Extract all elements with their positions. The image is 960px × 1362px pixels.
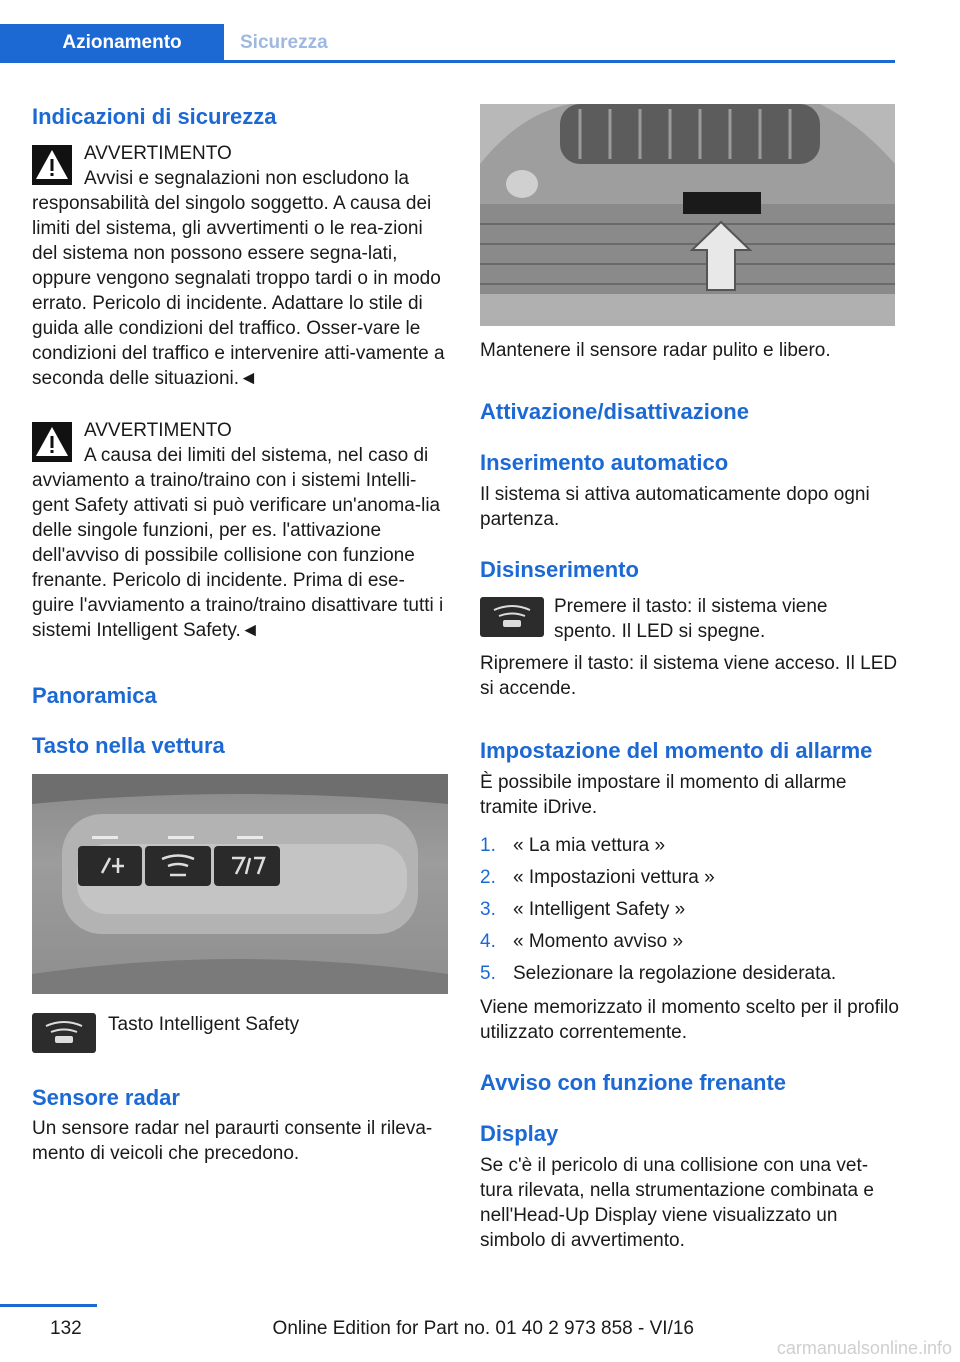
list-item: 2. « Impostazioni vettura » xyxy=(480,867,715,888)
subsection-title-button: Tasto nella vettura xyxy=(32,733,225,758)
tab-azionamento[interactable]: Azionamento xyxy=(0,24,224,62)
intelligent-safety-button-icon xyxy=(480,597,544,637)
warning-block-1 xyxy=(32,141,447,391)
warning-triangle-icon xyxy=(32,422,72,462)
photo-console-buttons xyxy=(32,774,448,994)
list-item: 5. Selezionare la regolazione desiderata. xyxy=(480,963,837,984)
auto-text: Il sistema si attiva automaticamente dopo ogni partenza. xyxy=(480,484,870,530)
list-item: 1. « La mia vettura » xyxy=(480,835,666,856)
steps-list xyxy=(480,832,900,992)
button-caption: Tasto Intelligent Safety xyxy=(108,1014,300,1035)
intelligent-safety-button-icon xyxy=(32,1013,96,1053)
list-item: 4. « Momento avviso » xyxy=(480,931,684,952)
header-tabbar xyxy=(0,0,960,62)
edition-text: Online Edition for Part no. 01 40 2 973 858 - VI/16 xyxy=(272,1318,694,1339)
warning-block-2 xyxy=(32,418,447,643)
on-text: Ripremere il tasto: il sistema viene acceso. Il LED si accende. xyxy=(480,653,898,699)
section-title-overview: Panoramica xyxy=(32,683,157,708)
subsection-title-display: Display xyxy=(480,1121,559,1146)
page-number: 132 xyxy=(50,1318,82,1339)
radar-caption: Mantenere il sensore radar pulito e libero. xyxy=(480,340,831,361)
subsection-title-timing: Impostazione del momento di allarme xyxy=(480,738,873,763)
display-text: Se c'è il pericolo di una collisione con una vet‐tura rilevata, nella strumentazione combinata e nell'Head-Up Display viene visualizzato un simbolo di avvertimento. xyxy=(480,1155,874,1251)
bumper-illustration xyxy=(480,104,895,326)
off-text: Premere il tasto: il sistema viene spento. Il LED si spegne. xyxy=(554,596,828,642)
subsection-title-off: Disinserimento xyxy=(480,557,639,582)
footer-rule xyxy=(0,1304,97,1307)
timing-text: È possibile impostare il momento di allarme tramite iDrive. xyxy=(480,772,847,818)
warning-title: AVVERTIMENTO xyxy=(84,143,232,164)
list-item: 3. « Intelligent Safety » xyxy=(480,899,686,920)
photo-radar-sensor xyxy=(480,104,895,326)
section-title-brake: Avviso con funzione frenante xyxy=(480,1070,787,1095)
warning-text: A causa dei limiti del sistema, nel caso di avviamento a traino/traino con i sistemi Intelli‐gent Safety attivati si può verificare un'anoma‐lia delle singole funzioni, per es. l'attivazione dell'avviso di possibile collisione con funzione frenante. Pericolo di incidente. Prima di ese‐guire l'avviamento a traino/traino disattivare tutti i sistemi Intelligent Safety.◄ xyxy=(32,445,444,641)
tab-sicurezza[interactable]: Sicurezza xyxy=(240,32,328,53)
warning-text: Avvisi e segnalazioni non escludono la responsabilità del singolo soggetto. A causa dei limiti del sistema, gli avvertimenti o le rea‐zioni del sistema non possono essere segna‐lati, oppure vengono segnalati troppo tardi o in modo errato. Pericolo di incidente. Adattare lo stile di guida alle condizioni del traffico. Osser‐vare le condizioni del traffico e intervenire atti‐vamente a seconda delle situazioni.◄ xyxy=(32,168,445,389)
subsection-title-radar: Sensore radar xyxy=(32,1085,180,1110)
memo-text: Viene memorizzato il momento scelto per il profilo utilizzato correntemente. xyxy=(480,997,899,1043)
warning-triangle-icon xyxy=(32,145,72,185)
header-rule xyxy=(0,60,895,63)
warning-title: AVVERTIMENTO xyxy=(84,420,232,441)
section-title-activation: Attivazione/disattivazione xyxy=(480,399,749,424)
subsection-title-auto: Inserimento automatico xyxy=(480,450,729,475)
watermark: carmanualsonline.info xyxy=(776,1338,952,1358)
radar-text: Un sensore radar nel paraurti consente il rileva‐mento di veicoli che precedono. xyxy=(32,1118,433,1164)
console-illustration xyxy=(32,774,448,994)
section-title-safety: Indicazioni di sicurezza xyxy=(32,104,277,129)
